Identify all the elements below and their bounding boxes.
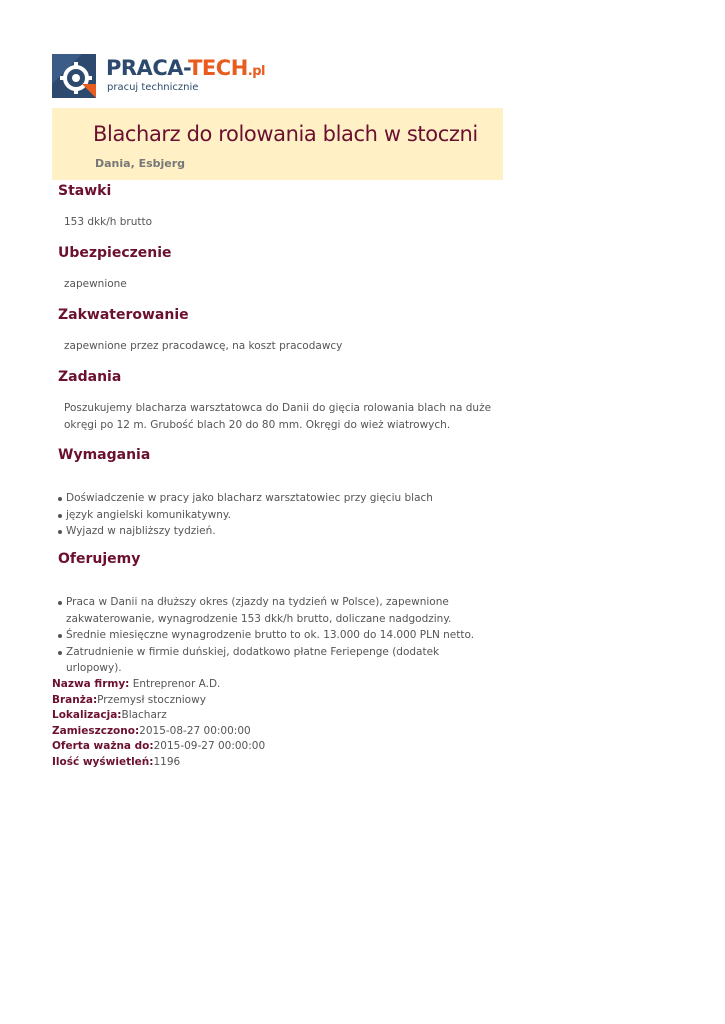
list-item: Praca w Danii na dłuższy okres (zjazdy na tydzień w Polsce), zapewnione zakwaterowanie, wynagrodzenie 153 dkk/h brutto, doliczane nadgodziny.	[58, 594, 483, 627]
brand-name-domain: .pl	[247, 64, 265, 79]
meta-company-label: Nazwa firmy:	[52, 678, 130, 690]
meta-industry-value: Przemysł stoczniowy	[97, 693, 206, 706]
meta-views-label: Ilość wyświetleń:	[52, 755, 154, 768]
meta-location	[52, 708, 265, 724]
meta-company-value: Entreprenor A.D.	[129, 678, 221, 690]
list-item: Doświadczenie w pracy jako blacharz warsztatowiec przy gięciu blach	[58, 490, 498, 507]
section-heading-zadania: Zadania	[58, 369, 122, 385]
site-logo[interactable]	[52, 54, 272, 100]
meta-posted	[52, 724, 265, 740]
section-text-zakwaterowanie: zapewnione przez pracodawcę, na koszt pracodawcy	[64, 340, 343, 352]
section-heading-ubezpieczenie: Ubezpieczenie	[58, 245, 172, 261]
meta-valid	[52, 739, 265, 755]
gear-logo-icon	[52, 54, 96, 98]
list-item: Wyjazd w najbliższy tydzień.	[58, 523, 498, 540]
section-text-stawki: 153 dkk/h brutto	[64, 216, 153, 228]
brand-name	[106, 56, 265, 84]
list-item: Średnie miesięczne wynagrodzenie brutto to ok. 13.000 do 14.000 PLN netto.	[58, 627, 483, 644]
meta-posted-label: Zamieszczono:	[52, 724, 140, 737]
brand-name-part2: TECH	[188, 56, 248, 80]
section-text-ubezpieczenie: zapewnione	[64, 278, 127, 290]
job-title: Blacharz do rolowania blach w stoczni	[93, 122, 478, 146]
meta-valid-value: 2015-09-27 00:00:00	[153, 740, 266, 753]
section-heading-stawki: Stawki	[58, 183, 112, 199]
job-header	[52, 108, 503, 180]
meta-valid-label: Oferta ważna do:	[52, 740, 154, 753]
meta-location-value: Blacharz	[121, 709, 167, 722]
section-heading-zakwaterowanie: Zakwaterowanie	[58, 307, 189, 323]
requirements-list	[58, 490, 498, 540]
section-heading-wymagania: Wymagania	[58, 447, 151, 463]
list-item: język angielski komunikatywny.	[58, 507, 498, 524]
meta-views-value: 1196	[153, 755, 181, 768]
job-meta	[52, 677, 265, 771]
meta-industry	[52, 693, 265, 709]
job-location: Dania, Esbjerg	[95, 157, 186, 170]
offer-list	[58, 594, 483, 677]
meta-industry-label: Branża:	[52, 693, 98, 706]
section-text-zadania: Poszukujemy blacharza warsztatowca do Danii do gięcia rolowania blach na duże okręgi po 12 m. Grubość blach 20 do 80 mm. Okręgi do wież wiatrowych.	[64, 402, 492, 431]
meta-posted-value: 2015-08-27 00:00:00	[139, 724, 251, 737]
list-item: Zatrudnienie w firmie duńskiej, dodatkowo płatne Feriepenge (dodatek urlopowy).	[58, 644, 483, 677]
brand-name-part1: PRACA-	[106, 56, 189, 80]
meta-views	[52, 755, 265, 771]
meta-location-label: Lokalizacja:	[52, 709, 122, 722]
section-heading-oferujemy: Oferujemy	[58, 551, 141, 567]
brand-tagline: pracuj technicznie	[107, 82, 199, 93]
meta-company	[52, 677, 265, 693]
